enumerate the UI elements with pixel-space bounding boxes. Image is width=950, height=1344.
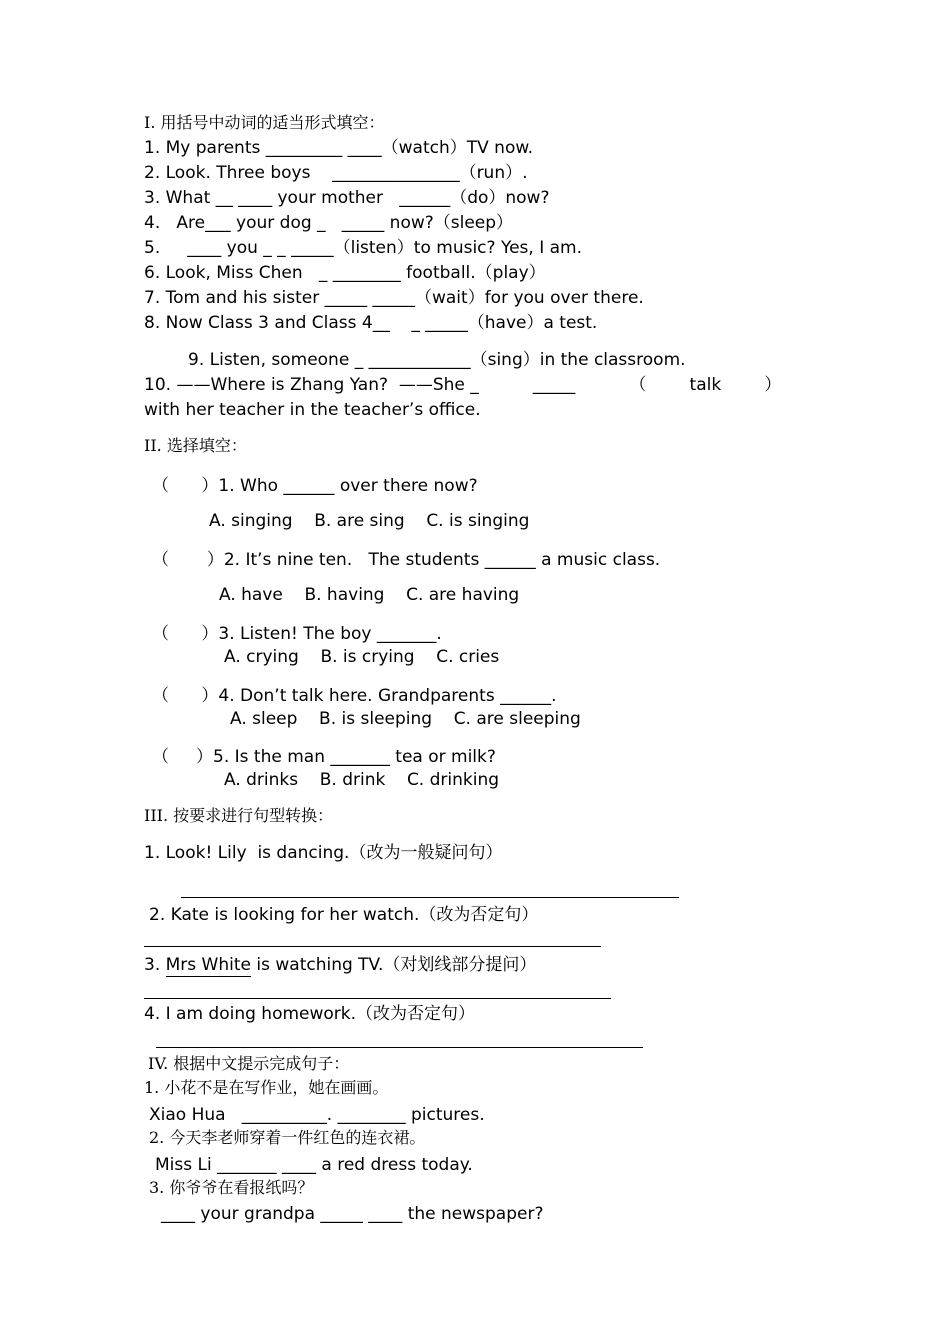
question-3-options: A. crying B. is crying C. cries bbox=[224, 647, 500, 667]
question-5-stem: （ ）5. Is the man _______ tea or milk? bbox=[152, 747, 496, 767]
transform-item-3 bbox=[144, 954, 536, 976]
question-2-stem: （ ）2. It’s nine ten. The students ______ a music class. bbox=[152, 550, 661, 570]
underlined-subject: Mrs White bbox=[165, 955, 251, 975]
section1-line-7: 7. Tom and his sister _____ _____（wait）for you over there. bbox=[144, 288, 644, 308]
section1-line-6: 6. Look, Miss Chen _ ________ football.（play） bbox=[144, 263, 546, 283]
section1-line-10-cont: with her teacher in the teacher’s office. bbox=[144, 400, 481, 420]
section1-heading: I. 用括号中动词的适当形式填空： bbox=[144, 113, 385, 132]
section1-line-4: 4. Are___ your dog _ _____ now?（sleep） bbox=[144, 213, 514, 233]
answer-line-2 bbox=[144, 946, 601, 947]
translation-answer-3: ____ your grandpa _____ ____ the newspaper? bbox=[161, 1204, 544, 1224]
section1-line-1: 1. My parents _________ ____（watch）TV now. bbox=[144, 138, 534, 158]
translation-prompt-2: 2. 今天李老师穿着一件红色的连衣裙。 bbox=[149, 1128, 426, 1147]
section1-line-5: 5. ____ you _ _ _____（listen）to music? Yes, I am. bbox=[144, 238, 582, 258]
section1-line-9: 9. Listen, someone _ ____________（sing）in the classroom. bbox=[188, 350, 686, 370]
transform-item-4: 4. I am doing homework.（改为否定句） bbox=[144, 1004, 476, 1024]
question-2-options: A. have B. having C. are having bbox=[219, 585, 520, 605]
section1-line-8: 8. Now Class 3 and Class 4__ _ _____（have）a test. bbox=[144, 313, 598, 333]
section1-line-3: 3. What __ ____ your mother ______（do）now? bbox=[144, 188, 550, 208]
answer-line-3 bbox=[144, 998, 611, 999]
section2-heading: II. 选择填空： bbox=[144, 436, 247, 455]
translation-answer-1: Xiao Hua __________. ________ pictures. bbox=[149, 1105, 485, 1125]
question-1-stem: （ ）1. Who ______ over there now? bbox=[152, 476, 478, 496]
transform-item-1: 1. Look! Lily is dancing.（改为一般疑问句） bbox=[144, 843, 503, 863]
transform-item-3-suffix: is watching TV.（对划线部分提问） bbox=[250, 955, 537, 975]
question-4-options: A. sleep B. is sleeping C. are sleeping bbox=[230, 709, 581, 729]
answer-line-4 bbox=[156, 1047, 643, 1048]
section3-heading: III. 按要求进行句型转换： bbox=[144, 806, 334, 825]
translation-prompt-1: 1. 小花不是在写作业，她在画画。 bbox=[144, 1078, 389, 1097]
translation-answer-2: Miss Li _______ ____ a red dress today. bbox=[155, 1155, 473, 1175]
question-3-stem: （ ）3. Listen! The boy _______. bbox=[152, 624, 442, 644]
question-1-options: A. singing B. are sing C. is singing bbox=[209, 511, 530, 531]
transform-item-2: 2. Kate is looking for her watch.（改为否定句） bbox=[149, 905, 539, 925]
section1-line-2: 2. Look. Three boys _______________（run）. bbox=[144, 163, 528, 183]
question-5-options: A. drinks B. drink C. drinking bbox=[224, 770, 500, 790]
section4-heading: IV. 根据中文提示完成句子： bbox=[148, 1054, 350, 1073]
section1-line-10: 10. ——Where is Zhang Yan? ——She _ _____ （ talk ） bbox=[144, 375, 782, 395]
transform-item-3-prefix: 3. bbox=[144, 955, 166, 975]
answer-line-1 bbox=[181, 897, 679, 898]
question-4-stem: （ ）4. Don’t talk here. Grandparents ______. bbox=[152, 686, 557, 706]
translation-prompt-3: 3. 你爷爷在看报纸吗？ bbox=[149, 1178, 314, 1197]
